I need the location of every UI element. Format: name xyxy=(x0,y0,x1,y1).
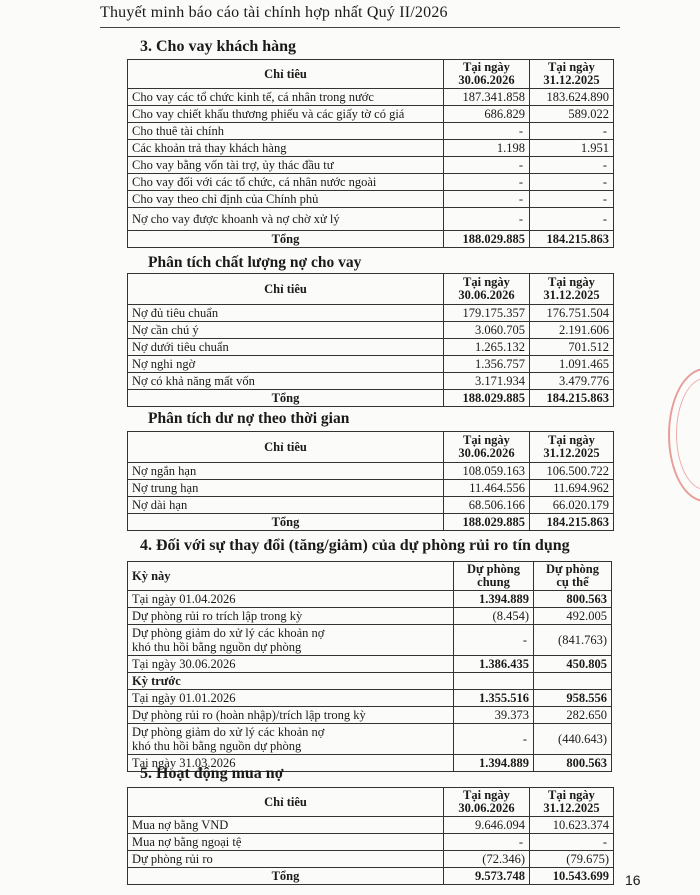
header-line-2: 30.06.2026 xyxy=(458,73,515,87)
cell-value: 1.355.516 xyxy=(454,690,534,707)
table-row xyxy=(128,123,614,140)
row-label: Nợ cho vay được khoanh và nợ chờ xử lý xyxy=(128,208,444,231)
table-header-row xyxy=(128,432,614,463)
debt-purchase-table xyxy=(127,787,614,885)
cell-value: 1.386.435 xyxy=(454,656,534,673)
loan-quality-title: Phân tích chất lượng nợ cho vay xyxy=(148,254,362,271)
column-header-date-1 xyxy=(444,274,530,305)
row-label: Dự phòng rủi ro trích lập trong kỳ xyxy=(128,608,454,625)
column-header-label: Chỉ tiêu xyxy=(128,274,444,305)
total-label: Tổng xyxy=(128,231,444,248)
cell-value: 176.751.504 xyxy=(530,305,614,322)
cell-value: 9.646.094 xyxy=(444,817,530,834)
table-row xyxy=(128,608,612,625)
total-value: 184.215.863 xyxy=(530,514,614,531)
header-line-2: 31.12.2025 xyxy=(543,446,600,460)
row-label: Cho thuê tài chính xyxy=(128,123,444,140)
row-label xyxy=(128,625,454,656)
row-label: Cho vay các tổ chức kinh tế, cá nhân trong nước xyxy=(128,89,444,106)
label-line-2: khó thu hồi bằng nguồn dự phòng xyxy=(132,640,302,654)
cell-value: - xyxy=(454,625,534,656)
header-line-2: 31.12.2025 xyxy=(543,288,600,302)
total-row xyxy=(128,514,614,531)
total-row xyxy=(128,868,614,885)
total-value: 184.215.863 xyxy=(530,390,614,407)
row-label: Nợ dài hạn xyxy=(128,497,444,514)
table-row xyxy=(128,356,614,373)
table-row xyxy=(128,817,614,834)
cell-value: 183.624.890 xyxy=(530,89,614,106)
table-row xyxy=(128,724,612,755)
row-label: Tại ngày 01.04.2026 xyxy=(128,591,454,608)
page-number: 16 xyxy=(625,872,641,888)
cell-value: - xyxy=(530,834,614,851)
row-label: Tại ngày 30.06.2026 xyxy=(128,656,454,673)
period-label-current: Kỳ này xyxy=(128,562,454,591)
cell-value: 800.563 xyxy=(534,591,612,608)
table-row xyxy=(128,480,614,497)
empty-cell xyxy=(454,673,534,690)
table-row xyxy=(128,463,614,480)
cell-value: - xyxy=(530,191,614,208)
cell-value: 3.171.934 xyxy=(444,373,530,390)
table-row xyxy=(128,591,612,608)
header-line-2: 31.12.2025 xyxy=(543,801,600,815)
document-header: Thuyết minh báo cáo tài chính hợp nhất Quý II/2026 xyxy=(100,4,448,21)
header-line-1: Dự phòng xyxy=(545,562,599,576)
row-label: Dự phòng rủi ro xyxy=(128,851,444,868)
header-line-1: Tại ngày xyxy=(548,275,595,289)
cell-value: 108.059.163 xyxy=(444,463,530,480)
column-header-date-1 xyxy=(444,788,530,817)
column-header-date-2 xyxy=(530,432,614,463)
cell-value: 3.060.705 xyxy=(444,322,530,339)
table-row xyxy=(128,851,614,868)
cell-value: - xyxy=(530,208,614,231)
cell-value: 1.198 xyxy=(444,140,530,157)
table-row xyxy=(128,707,612,724)
cell-value: 2.191.606 xyxy=(530,322,614,339)
cell-value: 106.500.722 xyxy=(530,463,614,480)
header-line-2: 30.06.2026 xyxy=(458,801,515,815)
header-line-2: 30.06.2026 xyxy=(458,288,515,302)
label-line-2: khó thu hồi bằng nguồn dự phòng xyxy=(132,739,302,753)
loans-table xyxy=(127,59,614,248)
cell-value: (72.346) xyxy=(444,851,530,868)
table-row xyxy=(128,656,612,673)
cell-value: 1.356.757 xyxy=(444,356,530,373)
section-5-title: 5. Hoạt động mua nợ xyxy=(140,765,284,782)
cell-value: - xyxy=(444,157,530,174)
header-line-1: Dự phòng xyxy=(466,562,520,576)
period-label-previous: Kỳ trước xyxy=(128,673,454,690)
table-header-row xyxy=(128,60,614,89)
total-label: Tổng xyxy=(128,514,444,531)
header-line-1: Tại ngày xyxy=(463,433,510,447)
section-3-title: 3. Cho vay khách hàng xyxy=(140,38,297,55)
cell-value: 800.563 xyxy=(534,755,612,772)
cell-value: 1.091.465 xyxy=(530,356,614,373)
header-line-1: Tại ngày xyxy=(463,60,510,74)
header-line-1: Tại ngày xyxy=(463,788,510,802)
cell-value: 10.623.374 xyxy=(530,817,614,834)
column-header-date-2 xyxy=(530,274,614,305)
header-line-1: Tại ngày xyxy=(548,60,595,74)
cell-value: 66.020.179 xyxy=(530,497,614,514)
cell-value: - xyxy=(454,724,534,755)
cell-value: 686.829 xyxy=(444,106,530,123)
table-row xyxy=(128,208,614,231)
cell-value: 701.512 xyxy=(530,339,614,356)
total-value: 10.543.699 xyxy=(530,868,614,885)
row-label: Nợ ngắn hạn xyxy=(128,463,444,480)
header-line-2: 31.12.2025 xyxy=(543,73,600,87)
cell-value: - xyxy=(444,191,530,208)
label-line-1: Dự phòng giảm do xử lý các khoản nợ xyxy=(132,725,325,739)
section-4-title: 4. Đối với sự thay đổi (tăng/giảm) của dự phòng rủi ro tín dụng xyxy=(140,537,570,554)
empty-cell xyxy=(534,673,612,690)
debt-by-term-table xyxy=(127,431,614,531)
column-header-label: Chỉ tiêu xyxy=(128,788,444,817)
table-row xyxy=(128,140,614,157)
table-row xyxy=(128,157,614,174)
cell-value: - xyxy=(444,834,530,851)
table-row xyxy=(128,339,614,356)
total-value: 188.029.885 xyxy=(444,514,530,531)
column-header-label: Chỉ tiêu xyxy=(128,432,444,463)
header-line-1: Tại ngày xyxy=(463,275,510,289)
cell-value: 450.805 xyxy=(534,656,612,673)
cell-value: 11.464.556 xyxy=(444,480,530,497)
row-label: Mua nợ bằng ngoại tệ xyxy=(128,834,444,851)
cell-value: 492.005 xyxy=(534,608,612,625)
cell-value: - xyxy=(444,123,530,140)
table-row xyxy=(128,106,614,123)
table-row xyxy=(128,497,614,514)
total-row xyxy=(128,390,614,407)
header-line-1: Tại ngày xyxy=(548,788,595,802)
total-label: Tổng xyxy=(128,868,444,885)
column-header-date-1 xyxy=(444,432,530,463)
cell-value: 589.022 xyxy=(530,106,614,123)
row-label: Nợ nghi ngờ xyxy=(128,356,444,373)
row-label: Nợ trung hạn xyxy=(128,480,444,497)
row-label: Cho vay chiết khấu thương phiếu và các giấy tờ có giá xyxy=(128,106,444,123)
cell-value: 68.506.166 xyxy=(444,497,530,514)
cell-value: - xyxy=(530,174,614,191)
total-label: Tổng xyxy=(128,390,444,407)
cell-value: (8.454) xyxy=(454,608,534,625)
table-header-row xyxy=(128,562,612,591)
cell-value: 179.175.357 xyxy=(444,305,530,322)
cell-value: - xyxy=(530,123,614,140)
table-row xyxy=(128,89,614,106)
row-label: Cho vay theo chỉ định của Chính phủ xyxy=(128,191,444,208)
cell-value: 958.556 xyxy=(534,690,612,707)
cell-value: - xyxy=(444,174,530,191)
table-header-row xyxy=(128,788,614,817)
cell-value: 1.265.132 xyxy=(444,339,530,356)
column-header-label: Chỉ tiêu xyxy=(128,60,444,89)
total-value: 188.029.885 xyxy=(444,390,530,407)
header-line-1: Tại ngày xyxy=(548,433,595,447)
header-divider xyxy=(100,27,620,28)
loan-quality-table xyxy=(127,273,614,407)
cell-value: 1.951 xyxy=(530,140,614,157)
header-line-2: chung xyxy=(477,575,510,589)
row-label: Cho vay bằng vốn tài trợ, ủy thác đầu tư xyxy=(128,157,444,174)
column-header-specific-provision xyxy=(534,562,612,591)
table-row xyxy=(128,191,614,208)
row-label: Nợ có khả năng mất vốn xyxy=(128,373,444,390)
cell-value: 1.394.889 xyxy=(454,591,534,608)
cell-value: 11.694.962 xyxy=(530,480,614,497)
header-line-2: cụ thể xyxy=(556,575,589,589)
row-label: Mua nợ bằng VND xyxy=(128,817,444,834)
debt-by-term-title: Phân tích dư nợ theo thời gian xyxy=(148,410,350,427)
column-header-general-provision xyxy=(454,562,534,591)
provision-table xyxy=(127,561,612,772)
table-header-row xyxy=(128,274,614,305)
row-label: Nợ đủ tiêu chuẩn xyxy=(128,305,444,322)
row-label: Tại ngày 31.03.2026 xyxy=(128,755,454,772)
row-label xyxy=(128,724,454,755)
total-row xyxy=(128,231,614,248)
table-row xyxy=(128,322,614,339)
cell-value: (841.763) xyxy=(534,625,612,656)
table-row xyxy=(128,690,612,707)
row-label: Dự phòng rủi ro (hoàn nhập)/trích lập trong kỳ xyxy=(128,707,454,724)
header-line-2: 30.06.2026 xyxy=(458,446,515,460)
column-header-date-2 xyxy=(530,60,614,89)
row-label: Nợ cần chú ý xyxy=(128,322,444,339)
cell-value: - xyxy=(530,157,614,174)
total-value: 9.573.748 xyxy=(444,868,530,885)
table-row xyxy=(128,174,614,191)
total-value: 188.029.885 xyxy=(444,231,530,248)
cell-value: 282.650 xyxy=(534,707,612,724)
cell-value: 39.373 xyxy=(454,707,534,724)
cell-value: - xyxy=(444,208,530,231)
column-header-date-1 xyxy=(444,60,530,89)
table-row xyxy=(128,673,612,690)
total-value: 184.215.863 xyxy=(530,231,614,248)
table-row xyxy=(128,834,614,851)
row-label: Cho vay đối với các tổ chức, cá nhân nước ngoài xyxy=(128,174,444,191)
column-header-date-2 xyxy=(530,788,614,817)
label-line-1: Dự phòng giảm do xử lý các khoản nợ xyxy=(132,626,325,640)
cell-value: 187.341.858 xyxy=(444,89,530,106)
cell-value: 3.479.776 xyxy=(530,373,614,390)
row-label: Các khoản trả thay khách hàng xyxy=(128,140,444,157)
row-label: Tại ngày 01.01.2026 xyxy=(128,690,454,707)
table-row xyxy=(128,305,614,322)
table-row xyxy=(128,373,614,390)
table-row xyxy=(128,625,612,656)
cell-value: 1.394.889 xyxy=(454,755,534,772)
row-label: Nợ dưới tiêu chuẩn xyxy=(128,339,444,356)
cell-value: (440.643) xyxy=(534,724,612,755)
cell-value: (79.675) xyxy=(530,851,614,868)
